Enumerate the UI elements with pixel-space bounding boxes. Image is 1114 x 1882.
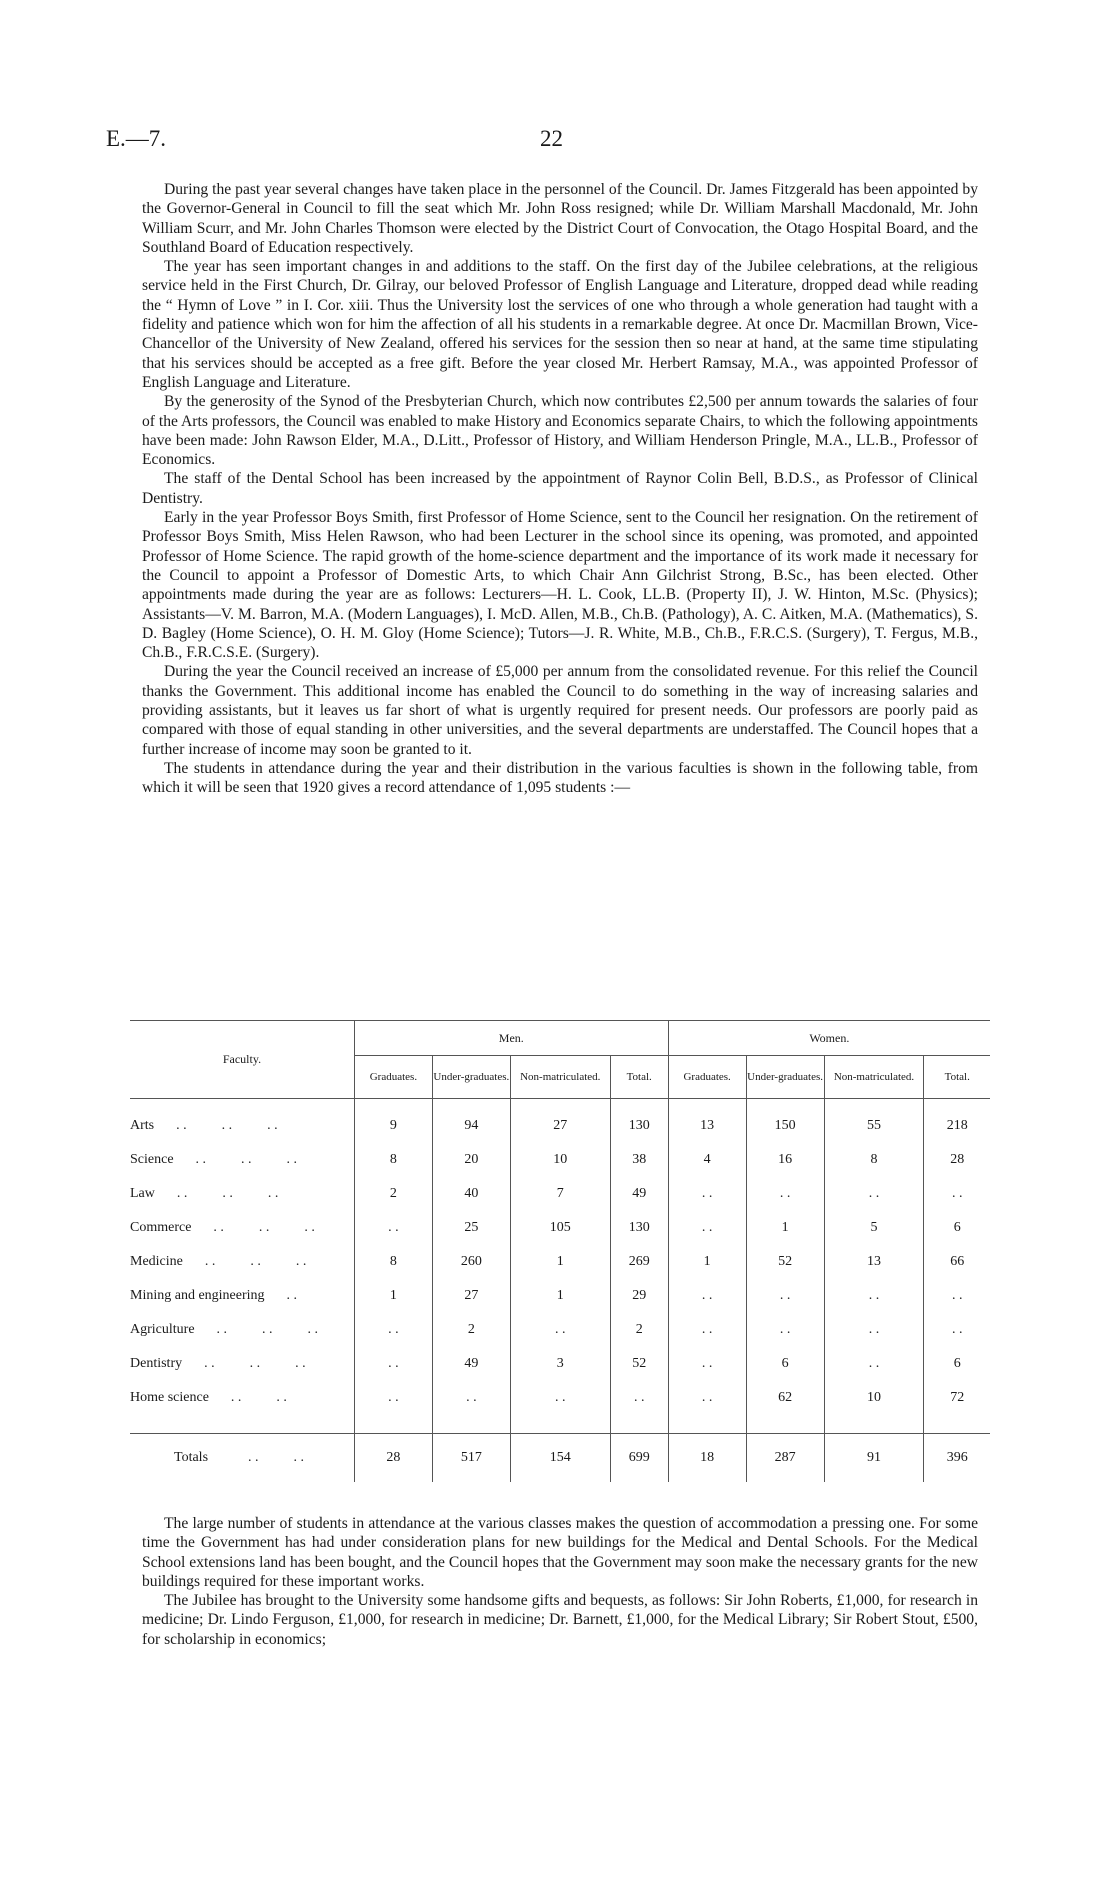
table-spacer-row: [130, 1415, 990, 1434]
faculty-cell: [130, 1177, 354, 1211]
body-text-bottom: [142, 1514, 978, 1649]
men-value-cell: 2: [354, 1177, 432, 1211]
women-value-cell: 66: [924, 1245, 990, 1279]
men-value-cell: 25: [432, 1211, 510, 1245]
women-value-cell: . .: [668, 1381, 746, 1415]
faculty-cell: [130, 1347, 354, 1381]
men-value-cell: 3: [510, 1347, 610, 1381]
men-value-cell: 27: [510, 1099, 610, 1144]
faculty-cell: [130, 1143, 354, 1177]
totals-row: [130, 1434, 990, 1483]
men-value-cell: 130: [610, 1099, 668, 1144]
women-value-cell: 5: [824, 1211, 924, 1245]
spacer-cell: [668, 1415, 746, 1434]
leader-dots: . . . .: [230, 1390, 287, 1405]
men-value-cell: 1: [510, 1245, 610, 1279]
women-value-cell: 55: [824, 1099, 924, 1144]
men-value-cell: 7: [510, 1177, 610, 1211]
women-value-cell: 4: [668, 1143, 746, 1177]
women-value-cell: 62: [746, 1381, 824, 1415]
women-value-cell: 13: [824, 1245, 924, 1279]
women-value-cell: 6: [924, 1211, 990, 1245]
women-value-cell: . .: [924, 1279, 990, 1313]
men-total-cell: 517: [432, 1434, 510, 1483]
men-value-cell: . .: [354, 1381, 432, 1415]
paragraph-synod-generosity: By the generosity of the Synod of the Presbyterian Church, which now contributes £2,500 per annum towards the salaries of four of the Arts professors, the Council was enabled to make History and Economics separate Chairs, to which the following appointments have been made: John Rawson Elder, M.A., D.Litt., Professor of History, and William Henderson Pringle, M.A., LL.B., Professor of Economics.: [142, 393, 978, 469]
women-value-cell: 1: [746, 1211, 824, 1245]
women-value-cell: . .: [824, 1347, 924, 1381]
spacer-cell: [610, 1415, 668, 1434]
women-value-cell: 16: [746, 1143, 824, 1177]
totals-label: Totals: [174, 1450, 209, 1465]
men-graduates-header: Graduates.: [354, 1056, 432, 1099]
men-value-cell: 10: [510, 1143, 610, 1177]
men-value-cell: 94: [432, 1099, 510, 1144]
women-value-cell: 1: [668, 1245, 746, 1279]
men-value-cell: 260: [432, 1245, 510, 1279]
spacer-cell: [130, 1415, 354, 1434]
spacer-cell: [354, 1415, 432, 1434]
paragraph-staff-changes: The year has seen important changes in and additions to the staff. On the first day of the Jubilee celebrations, at the religious service held in the First Church, Dr. Gilray, our beloved Professor of English Language and Literature, dropped dead while reading the “ Hymn of Love ” in I. Cor. xiii. Thus the University lost the services of one who through a whole generation had taught with a fidelity and patience which won for him the affection of all his students in a remarkable degree. At once Dr. Macmillan Brown, Vice-Chancellor of the University of New Zealand, offered his services for the session then so near at hand, at the same time stipulating that his services should be accepted as a free gift. Before the year closed Mr. Herbert Ramsay, M.A., was appointed Professor of English Language and Literature.: [142, 258, 978, 391]
leader-dots: . . . . . .: [195, 1152, 298, 1167]
attendance-table: [130, 1020, 990, 1482]
women-value-cell: . .: [824, 1279, 924, 1313]
women-value-cell: . .: [668, 1279, 746, 1313]
men-total-cell: 699: [610, 1434, 668, 1483]
leader-dots: . . . . . .: [204, 1254, 307, 1269]
table-row: [130, 1143, 990, 1177]
women-value-cell: 28: [924, 1143, 990, 1177]
faculty-cell: [130, 1279, 354, 1313]
men-value-cell: . .: [354, 1211, 432, 1245]
faculty-cell: [130, 1245, 354, 1279]
men-total-header: Total.: [610, 1056, 668, 1099]
table-row: [130, 1313, 990, 1347]
totals-label-cell: [130, 1434, 354, 1483]
faculty-name: Mining and engineering: [130, 1288, 265, 1303]
paragraph-accommodation: The large number of students in attendance at the various classes makes the question of accommodation a pressing one. For some time the Government has had under consideration plans for new buildings for the Medical and Dental Schools. For the Medical School extensions land has been bought, and the Council hopes that the Government may soon make the necessary grants for the new buildings required for these important works.: [142, 1515, 978, 1590]
men-value-cell: 8: [354, 1143, 432, 1177]
women-value-cell: . .: [824, 1177, 924, 1211]
men-value-cell: 1: [510, 1279, 610, 1313]
women-value-cell: . .: [746, 1313, 824, 1347]
women-undergraduates-header: Under-graduates.: [746, 1056, 824, 1099]
faculty-name: Dentistry: [130, 1356, 183, 1371]
women-total-cell: 18: [668, 1434, 746, 1483]
paragraph-gifts: The Jubilee has brought to the University some handsome gifts and bequests, as follows: Sir John Roberts, £1,000, for research in medicine; Dr. Lindo Ferguson, £1,000, for research in medicine; Dr. Barnett, £1,000, for the Medical Library; Sir Robert Stout, £500, for scholarship in economics;: [142, 1592, 978, 1648]
women-value-cell: . .: [924, 1177, 990, 1211]
men-value-cell: 9: [354, 1099, 432, 1144]
table-row: [130, 1279, 990, 1313]
men-value-cell: 269: [610, 1245, 668, 1279]
women-value-cell: 72: [924, 1381, 990, 1415]
paragraph-council-changes: During the past year several changes have taken place in the personnel of the Council. Dr. James Fitzgerald has been appointed by the Governor-General in Council to fill the seat which Mr. John Ross resigned; while Dr. William Marshall Macdonald, Mr. John William Scurr, and Mr. John Charles Thomson were elected by the District Court of Convocation, the Otago Hospital Board, and the Southland Board of Education respectively.: [142, 181, 978, 256]
leader-dots: . . . .: [248, 1450, 305, 1465]
women-value-cell: . .: [668, 1347, 746, 1381]
men-value-cell: 49: [432, 1347, 510, 1381]
table-row: [130, 1211, 990, 1245]
men-value-cell: 52: [610, 1347, 668, 1381]
women-total-cell: 396: [924, 1434, 990, 1483]
leader-dots: . . . . . .: [204, 1356, 306, 1371]
men-value-cell: . .: [354, 1313, 432, 1347]
men-value-cell: 1: [354, 1279, 432, 1313]
spacer-cell: [746, 1415, 824, 1434]
men-value-cell: 105: [510, 1211, 610, 1245]
women-value-cell: . .: [668, 1177, 746, 1211]
faculty-name: Arts: [130, 1118, 155, 1133]
women-value-cell: 6: [746, 1347, 824, 1381]
men-value-cell: 8: [354, 1245, 432, 1279]
leader-dots: . . . . . .: [176, 1186, 279, 1201]
men-value-cell: 38: [610, 1143, 668, 1177]
spacer-cell: [824, 1415, 924, 1434]
spacer-cell: [432, 1415, 510, 1434]
faculty-cell: [130, 1211, 354, 1245]
spacer-cell: [510, 1415, 610, 1434]
table-row: [130, 1099, 990, 1144]
women-total-cell: 91: [824, 1434, 924, 1483]
men-value-cell: . .: [610, 1381, 668, 1415]
men-value-cell: 29: [610, 1279, 668, 1313]
faculty-name: Science: [130, 1152, 174, 1167]
women-nonmatriculated-header: Non-matriculated.: [824, 1056, 924, 1099]
women-value-cell: . .: [746, 1177, 824, 1211]
women-value-cell: 10: [824, 1381, 924, 1415]
men-undergraduates-header: Under-graduates.: [432, 1056, 510, 1099]
men-value-cell: 2: [432, 1313, 510, 1347]
men-value-cell: 27: [432, 1279, 510, 1313]
table-row: [130, 1347, 990, 1381]
faculty-name: Law: [130, 1186, 155, 1201]
women-value-cell: 6: [924, 1347, 990, 1381]
leader-dots: . . . . . .: [176, 1118, 278, 1133]
men-value-cell: . .: [510, 1313, 610, 1347]
men-value-cell: 40: [432, 1177, 510, 1211]
faculty-name: Agriculture: [130, 1322, 195, 1337]
women-value-cell: . .: [668, 1211, 746, 1245]
table-row: [130, 1245, 990, 1279]
men-header: Men.: [354, 1021, 668, 1056]
men-value-cell: 130: [610, 1211, 668, 1245]
leader-dots: . . . . . .: [216, 1322, 319, 1337]
women-value-cell: . .: [746, 1279, 824, 1313]
body-text-top: [142, 180, 978, 798]
faculty-cell: [130, 1313, 354, 1347]
paragraph-revenue: During the year the Council received an increase of £5,000 per annum from the consolidated revenue. For this relief the Council thanks the Government. This additional income has enabled the Council to do something in the way of increasing salaries and providing assistants, but it leaves us far short of what is urgently required for present needs. Our professors are poorly paid as compared with those of equal standing in other universities, and the several departments are understaffed. The Council hopes that a further increase of income may soon be granted to it.: [142, 663, 978, 758]
faculty-name: Commerce: [130, 1220, 192, 1235]
women-header: Women.: [668, 1021, 990, 1056]
attendance-table-body: [130, 1099, 990, 1483]
document-code: E.—7.: [106, 126, 167, 151]
women-total-cell: 287: [746, 1434, 824, 1483]
men-nonmatriculated-header: Non-matriculated.: [510, 1056, 610, 1099]
women-value-cell: 52: [746, 1245, 824, 1279]
men-total-cell: 154: [510, 1434, 610, 1483]
women-total-header: Total.: [924, 1056, 990, 1099]
paragraph-dental-school: The staff of the Dental School has been increased by the appointment of Raynor Colin Bell, B.D.S., as Professor of Clinical Dentistry.: [142, 470, 978, 507]
men-value-cell: 2: [610, 1313, 668, 1347]
faculty-cell: [130, 1381, 354, 1415]
men-value-cell: . .: [354, 1347, 432, 1381]
leader-dots: . . . . . .: [213, 1220, 315, 1235]
women-value-cell: 218: [924, 1099, 990, 1144]
men-total-cell: 28: [354, 1434, 432, 1483]
table-row: [130, 1381, 990, 1415]
table-row: [130, 1177, 990, 1211]
men-value-cell: . .: [510, 1381, 610, 1415]
women-value-cell: . .: [924, 1313, 990, 1347]
women-value-cell: . .: [668, 1313, 746, 1347]
faculty-header: Faculty.: [130, 1021, 354, 1099]
paragraph-students-intro: The students in attendance during the year and their distribution in the various faculties is shown in the following table, from which it will be seen that 1920 gives a record attendance of 1,095 students :—: [142, 759, 978, 797]
men-value-cell: 49: [610, 1177, 668, 1211]
men-value-cell: . .: [432, 1381, 510, 1415]
faculty-name: Home science: [130, 1390, 209, 1405]
women-value-cell: 8: [824, 1143, 924, 1177]
leader-dots: . .: [286, 1288, 298, 1303]
women-value-cell: . .: [824, 1313, 924, 1347]
women-value-cell: 13: [668, 1099, 746, 1144]
faculty-cell: [130, 1099, 354, 1144]
women-graduates-header: Graduates.: [668, 1056, 746, 1099]
men-value-cell: 20: [432, 1143, 510, 1177]
paragraph-home-science: Early in the year Professor Boys Smith, first Professor of Home Science, sent to the Council her resignation. On the retirement of Professor Boys Smith, Miss Helen Rawson, who had been Lecturer in the school since its opening, was promoted, and appointed Professor of Home Science. The rapid growth of the home-science department and the importance of its work made it necessary for the Council to appoint a Professor of Domestic Arts, to which Chair Ann Gilchrist Strong, B.Sc., has been elected. Other appointments made during the year are as follows: Lecturers—H. L. Cook, LL.B. (Property II), J. W. Hinton, M.Sc. (Physics); Assistants—V. M. Barron, M.A. (Modern Languages), I. McD. Allen, M.B., Ch.B. (Pathology), A. C. Aitken, M.A. (Mathematics), S. D. Bagley (Home Science), O. H. M. Gloy (Home Science); Tutors—J. R. White, M.B., Ch.B., F.R.C.S. (Surgery), T. Fergus, M.B., Ch.B., F.R.C.S.E. (Surgery).: [142, 509, 978, 662]
spacer-cell: [924, 1415, 990, 1434]
faculty-name: Medicine: [130, 1254, 183, 1269]
page-number: 22: [540, 126, 563, 151]
women-value-cell: 150: [746, 1099, 824, 1144]
